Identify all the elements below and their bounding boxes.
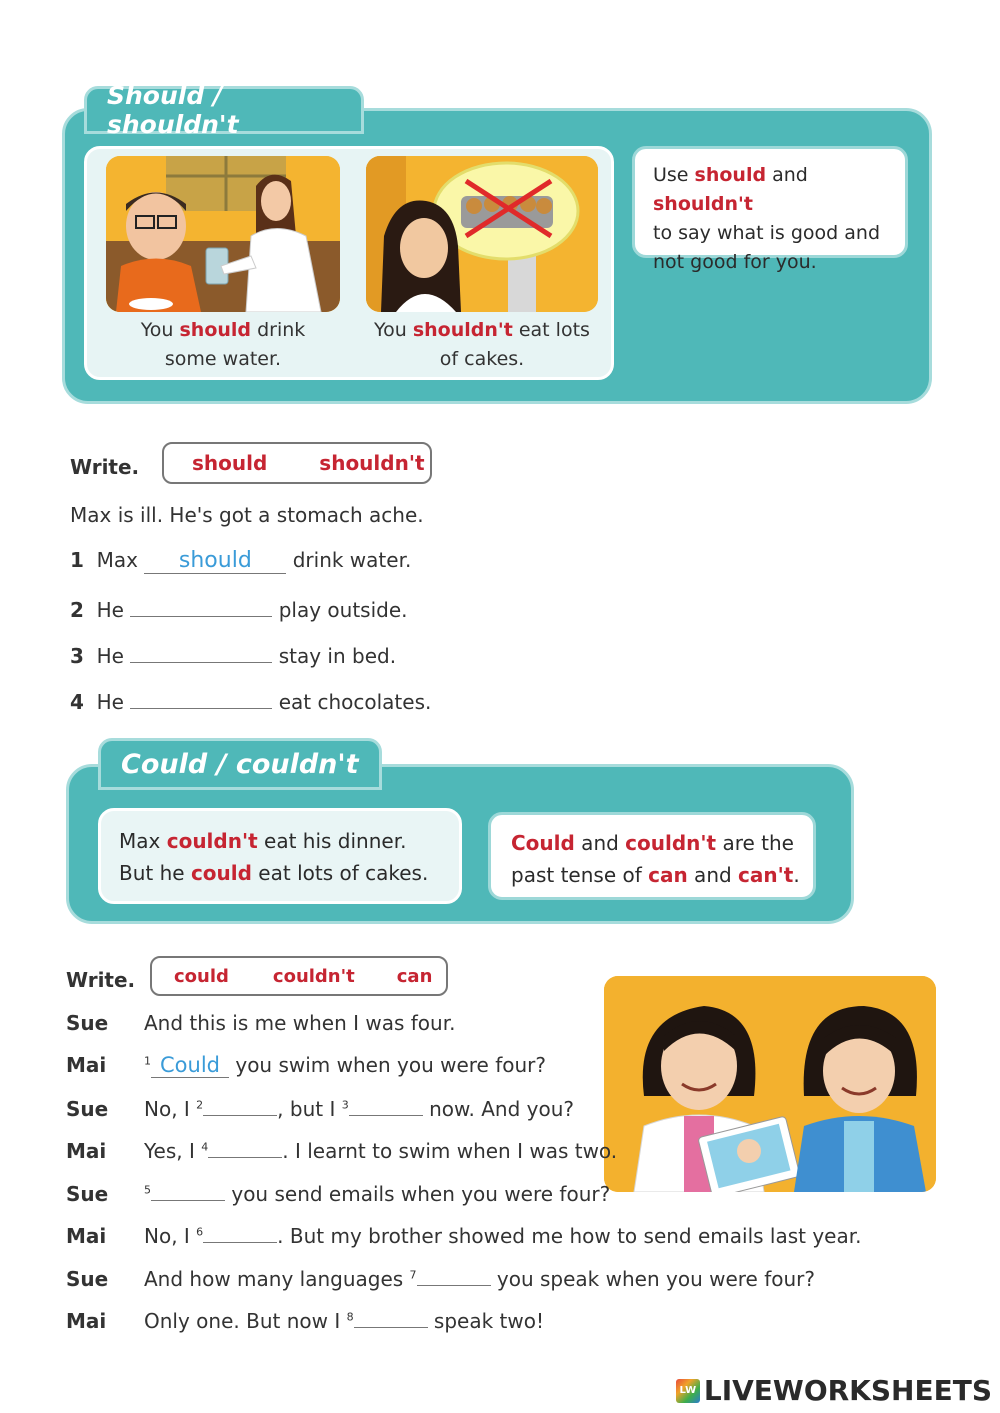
- gap-number-1: 1: [144, 1054, 151, 1068]
- item-3-rest: stay in bed.: [278, 644, 397, 668]
- gap-number-2: 2: [196, 1098, 204, 1112]
- gap-6-field[interactable]: [203, 1222, 277, 1243]
- exercise2-write-label: Write.: [66, 968, 136, 992]
- dialogue-3-post: now. And you?: [422, 1097, 574, 1121]
- item-4-subject: He: [96, 690, 124, 714]
- exercise1-intro: Max is ill. He's got a stomach ache.: [70, 503, 424, 527]
- gap-number-7: 7: [409, 1268, 417, 1282]
- caption-shouldnt-keyword: shouldn't: [412, 319, 513, 341]
- speaker-8: Mai: [66, 1309, 107, 1333]
- item-4-rest: eat chocolates.: [278, 690, 432, 714]
- note-keyword-should: should: [694, 164, 767, 186]
- box2-line2-pre: past tense of: [511, 863, 649, 887]
- caption-shouldnt-line2: of cakes.: [439, 348, 525, 370]
- caption-should: [106, 316, 340, 374]
- gap-2-field[interactable]: [203, 1095, 277, 1116]
- box1-line2-pre: But he: [119, 861, 191, 885]
- logo-text: LIVEWORKSHEETS: [703, 1374, 992, 1407]
- speaker-4: Mai: [66, 1139, 107, 1163]
- caption-should-pre: You: [140, 319, 180, 341]
- box1-line1-pre: Max: [119, 829, 167, 853]
- liveworksheets-logo: [676, 1374, 992, 1407]
- box1-keyword-could: could: [190, 861, 252, 885]
- note-keyword-shouldnt: shouldn't: [653, 193, 753, 215]
- dialogue-line-6: [66, 1222, 862, 1248]
- dialogue-6-pre: No, I: [144, 1224, 197, 1248]
- dialogue-line-2: [66, 1053, 546, 1078]
- dialogue-7-pre: And how many languages: [144, 1267, 410, 1291]
- dialogue-4-pre: Yes, I: [144, 1139, 202, 1163]
- could-tab-title: Could / couldn't: [121, 748, 359, 780]
- gap-number-3: 3: [341, 1098, 349, 1112]
- dialogue-1-text: And this is me when I was four.: [144, 1011, 456, 1035]
- dialogue-2-text: you swim when you were four?: [229, 1053, 547, 1077]
- item-2-rest: play outside.: [278, 598, 408, 622]
- boy-drinking-water-illustration: [106, 156, 340, 312]
- caption-should-post: drink: [251, 319, 306, 341]
- item-3-subject: He: [96, 644, 124, 668]
- caption-shouldnt-post: eat lots: [512, 319, 590, 341]
- girl-cakes-illustration: [366, 156, 598, 312]
- should-rule-note: [632, 146, 908, 273]
- dialogue-8-post: speak two!: [427, 1309, 545, 1333]
- dialogue-8-pre: Only one. But now I: [144, 1309, 347, 1333]
- gap-number-6: 6: [196, 1225, 204, 1239]
- box2-line1-mid: and: [574, 831, 626, 855]
- exercise1-word-box: [162, 442, 432, 484]
- note-line3: not good for you.: [653, 251, 817, 273]
- girls-photo-picture: [604, 976, 936, 1192]
- could-tab: [98, 738, 382, 790]
- speaker-5: Sue: [66, 1182, 109, 1206]
- dialogue-line-5: [66, 1180, 610, 1206]
- item-3-number: 3: [70, 644, 84, 668]
- boy-drinking-water-picture: [106, 156, 340, 312]
- girl-cakes-picture: [366, 156, 598, 312]
- exercise1-item-2: [70, 594, 408, 622]
- dialogue-line-7: [66, 1265, 815, 1291]
- item-1-number: 1: [70, 548, 84, 572]
- gap-number-5: 5: [144, 1183, 151, 1197]
- item-1-answer-field[interactable]: should: [144, 548, 286, 574]
- gap-4-field[interactable]: [208, 1137, 282, 1158]
- note-line2: to say what is good and: [653, 222, 881, 244]
- caption-shouldnt: [366, 316, 598, 374]
- box2-line1-post: are the: [716, 831, 794, 855]
- item-1-rest: drink water.: [292, 548, 412, 572]
- could-example-box: [98, 808, 462, 904]
- item-2-number: 2: [70, 598, 84, 622]
- item-2-subject: He: [96, 598, 124, 622]
- item-2-answer-field[interactable]: [130, 594, 272, 617]
- word-couldnt: couldn't: [272, 965, 355, 987]
- dialogue-3-mid: , but I: [277, 1097, 342, 1121]
- gap-5-field[interactable]: [151, 1180, 225, 1201]
- word-can: can: [396, 965, 433, 987]
- exercise1-item-4: [70, 686, 431, 714]
- box2-keyword-couldnt: couldn't: [625, 831, 717, 855]
- box2-keyword-could: Could: [511, 831, 575, 855]
- should-tab-title: Should / shouldn't: [107, 81, 239, 139]
- speaker-2: Mai: [66, 1053, 107, 1077]
- item-4-number: 4: [70, 690, 84, 714]
- exercise1-write-label: Write.: [70, 455, 140, 479]
- note-pre: Use: [653, 164, 695, 186]
- speaker-1: Sue: [66, 1011, 109, 1035]
- box2-line2-mid: and: [687, 863, 739, 887]
- dialogue-5-post: you send emails when you were four?: [225, 1182, 611, 1206]
- note-mid: and: [766, 164, 808, 186]
- box2-line2-post: .: [793, 863, 800, 887]
- could-rule-note: [488, 812, 816, 900]
- speaker-7: Sue: [66, 1267, 109, 1291]
- dialogue-line-3: [66, 1095, 574, 1121]
- caption-should-line2: some water.: [164, 348, 282, 370]
- box2-keyword-cant: can't: [738, 863, 794, 887]
- dialogue-line-4: [66, 1137, 617, 1163]
- logo-badge-icon: LW: [676, 1379, 700, 1403]
- item-4-answer-field[interactable]: [130, 686, 272, 709]
- word-shouldnt: shouldn't: [319, 451, 425, 475]
- dialogue-line-8: [66, 1307, 544, 1333]
- exercise2-word-box: [150, 956, 448, 996]
- box1-keyword-couldnt: couldn't: [166, 829, 258, 853]
- gap-8-field[interactable]: [354, 1307, 428, 1328]
- gap-1-field[interactable]: Could: [151, 1053, 229, 1078]
- dialogue-7-post: you speak when you were four?: [490, 1267, 815, 1291]
- should-tab: [84, 81, 364, 139]
- word-could: could: [174, 965, 229, 987]
- dialogue-3-pre: No, I: [144, 1097, 197, 1121]
- exercise1-item-3: [70, 640, 396, 668]
- caption-should-keyword: should: [179, 319, 252, 341]
- box1-line2-post: eat lots of cakes.: [251, 861, 429, 885]
- gap-number-8: 8: [346, 1310, 354, 1324]
- item-3-answer-field[interactable]: [130, 640, 272, 663]
- box2-keyword-can: can: [648, 863, 688, 887]
- speaker-6: Mai: [66, 1224, 107, 1248]
- dialogue-line-1: [66, 1011, 455, 1035]
- caption-shouldnt-pre: You: [374, 319, 413, 341]
- word-should: should: [192, 451, 268, 475]
- gap-7-field[interactable]: [417, 1265, 491, 1286]
- item-1-subject: Max: [96, 548, 138, 572]
- gap-number-4: 4: [201, 1140, 209, 1154]
- gap-3-field[interactable]: [349, 1095, 423, 1116]
- exercise1-item-1: [70, 548, 411, 574]
- box1-line1-post: eat his dinner.: [257, 829, 407, 853]
- girls-photo-illustration: [604, 976, 936, 1192]
- speaker-3: Sue: [66, 1097, 109, 1121]
- dialogue-4-post: . I learnt to swim when I was two.: [282, 1139, 618, 1163]
- dialogue-6-post: . But my brother showed me how to send emails last year.: [277, 1224, 862, 1248]
